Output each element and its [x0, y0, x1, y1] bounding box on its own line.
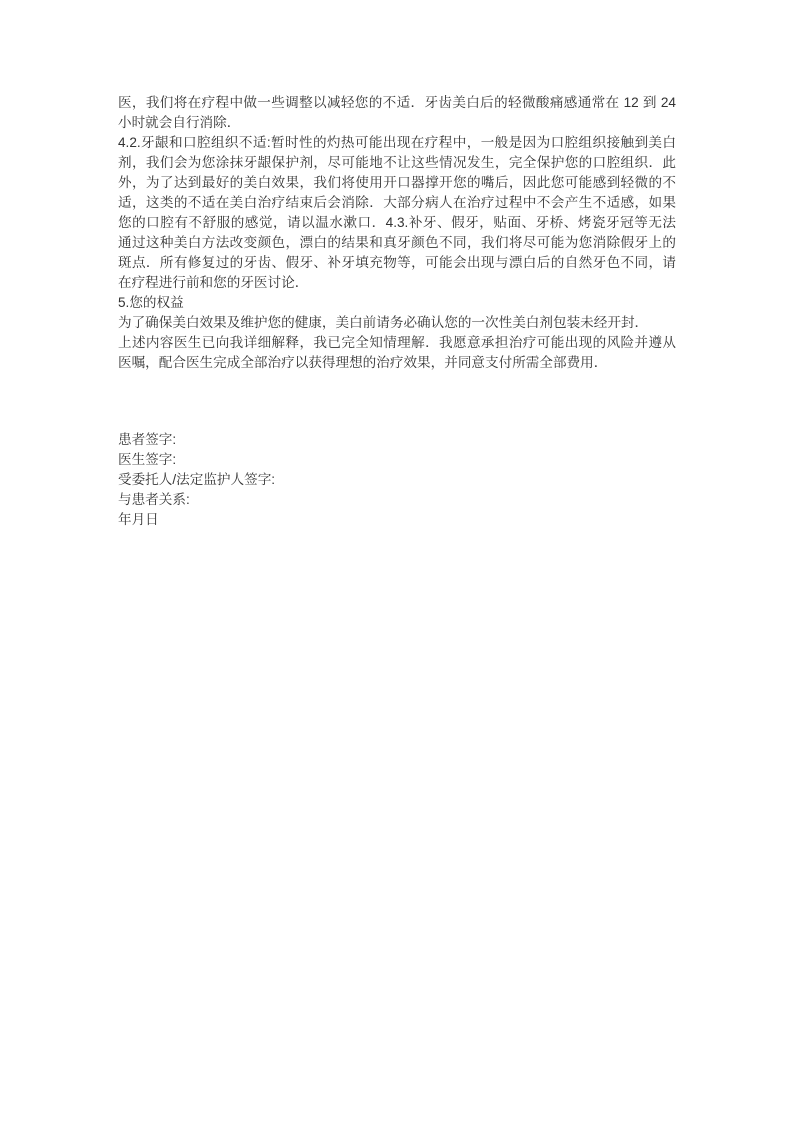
- body-text-line: 外，为了达到最好的美白效果，我们将使用开口器撑开您的嘴后，因此您可能感到轻微的不: [118, 175, 676, 190]
- signature-block: [118, 430, 676, 530]
- body-text-line: 通过这种美白方法改变颜色，漂白的结果和真牙颜色不同，我们将尽可能为您消除假牙上的: [118, 235, 676, 250]
- body-text-line: 剂，我们会为您涂抹牙龈保护剂，尽可能地不让这些情况发生，完全保护您的口腔组织．此: [118, 155, 676, 170]
- body-text-line: 小时就会自行消除．: [118, 115, 241, 130]
- body-text-line: 在疗程进行前和您的牙医讨论．: [118, 275, 309, 290]
- document-body: [118, 93, 676, 373]
- body-text-line: 适，这类的不适在美白治疗结束后会消除．大部分病人在治疗过程中不会产生不适感，如果: [118, 195, 676, 210]
- body-text-line: 斑点．所有修复过的牙齿、假牙、补牙填充物等，可能会出现与漂白后的自然牙色不同，请: [118, 255, 676, 270]
- body-text-line: 4.2.牙龈和口腔组织不适:暂时性的灼热可能出现在疗程中，一般是因为口腔组织接触到美白: [118, 135, 676, 150]
- signature-line: 受委托人/法定监护人签字:: [118, 472, 276, 487]
- body-text-line: 为了确保美白效果及维护您的健康，美白前请务必确认您的一次性美白剂包装未经开封．: [118, 315, 649, 330]
- signature-line: 年月日: [118, 512, 159, 527]
- body-text-line: 医嘱，配合医生完成全部治疗以获得理想的治疗效果，并同意支付所需全部费用．: [118, 355, 608, 370]
- body-text-line: 5.您的权益: [118, 295, 184, 310]
- signature-line: 医生签字:: [118, 452, 177, 467]
- body-text-line: 医，我们将在疗程中做一些调整以减轻您的不适．牙齿美白后的轻微酸痛感通常在 12 到 24: [118, 95, 676, 110]
- signature-line: 患者签字:: [118, 432, 177, 447]
- body-text-line: 您的口腔有不舒服的感觉，请以温水漱口．4.3.补牙、假牙，贴面、牙桥、烤瓷牙冠等无法: [118, 215, 676, 230]
- signature-line: 与患者关系:: [118, 492, 190, 507]
- body-text-line: 上述内容医生已向我详细解释，我已完全知情理解．我愿意承担治疗可能出现的风险并遵从: [118, 335, 676, 350]
